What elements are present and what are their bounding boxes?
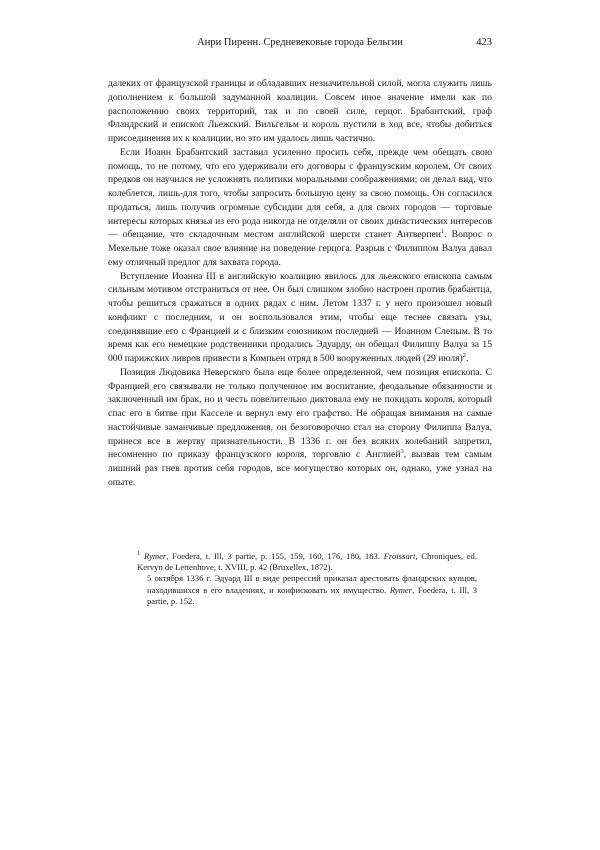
footnote-1-tail: , Chroniques, ed. Kervyn de Lettenhove, t. XVIII, p. 42 (Bruxellex, 1872). — [137, 551, 478, 573]
paragraph-2-tail: . Вопрос о Мехельне тоже оказал свое влияние на поведение герцога. Разрыв с Филиппом Валуа давал ему отличный предлог для захвата города. — [108, 229, 492, 268]
footnote-1 — [137, 551, 477, 573]
paragraph-3-text: Вступление Иоанна III в английскую коалицию явилось для льежского епископа самым сильным мотивом отстраниться от нее. Он был слишком злобно настроен против брабантца, чтобы решиться сражаться в одних рядах с ним. Летом 1337 г. у него произошел новый конфликт с последним, и он воспользовался этим, чтобы еще теснее связать узы, соединявшие его с Францией и с близким союзником последней — Иоанном Слепым. В то время как его немецкие родственники продались Эдуарду, он обещал Филиппу Валуа за 15 000 парижских ливров привести в Компьен отряд в 500 вооруженных людей (29 июля) — [108, 270, 492, 364]
paragraph-3-tail: . — [465, 353, 469, 364]
footnote-ref-1[interactable]: 1 — [440, 228, 445, 236]
paragraph-2 — [108, 146, 492, 270]
footnote-2 — [147, 573, 477, 607]
running-header — [108, 37, 492, 51]
paragraph-4 — [108, 366, 492, 490]
footnote-1-author2: Froissart — [383, 551, 416, 561]
footnote-2-author: Rymer — [389, 584, 413, 595]
paragraph-3 — [108, 270, 492, 366]
footnote-1-author: Rymer — [143, 551, 167, 561]
footnote-2-text: 5 октября 1336 г. Эдуард III в виде репрессий приказал арестовать фландрских купцов, находившихся в его владениях, и конфисковать их имущество. — [147, 573, 477, 595]
footnote-ref-2[interactable]: 2 — [462, 351, 466, 359]
main-text — [108, 77, 492, 490]
footnote-ref-3[interactable]: 3 — [400, 448, 404, 456]
footnote-2-tail: , Foedera, t. Ill, 3 partie, p. 152. — [147, 584, 478, 606]
page-number: 423 — [476, 37, 492, 48]
paragraph-4-tail: , вызвав тем самым лишний раз гнев против себя городов, все могущество которых он, однако, уже узнал на опыте. — [108, 449, 492, 488]
paragraph-4-text: Позиция Людовика Неверского была еще более определенной, чем позиция епископа. С Францией его связывали не только полученное им воспитание, феодальные обязанности и заключенный им брак, но и честь повелительно диктовала ему не покидать короля, который спас его в битве при Касселе и вернул ему его графство. Не обращая внимания на самые настойчивые заманчивые предложения, он безоговорочно стал на сторону Филиппа Валуа, принеся все в жертву признательности. В 1336 г. он без всяких колебаний запретил, несомненно по приказу французского короля, торговлю с Англией — [108, 366, 492, 461]
footnotes — [137, 551, 477, 607]
header-title: Анри Пиренн. Средневековые города Бельгии — [197, 37, 403, 48]
footnote-1-mid: , Foedera, t. Ill, 3 partie, p. 155, 159, 160, 176, 180, 183. — [166, 551, 380, 561]
paragraph-2-text: Если Иоанн Брабантский заставил усиленно просить себя, прежде чем обещать свою помощь, то не потому, что его удерживали его договоры с французским королем. От своих предков он научился не усложнять политики моральными соображениями; он делал вид, что колеблется, лишь-для того, чтобы запросить большую цену за свою помощь. Он согласился продаться, лишь получив огромные субсидии для себя, а для своих городов — торговые интересы которых князья из его рода никогда не отделяли от своих династических интересов — обещание, что складочным местом английской шерсти станет Антверпен — [108, 146, 492, 241]
paragraph-1: далеких от французской границы и обладавших незначительной силой, могла служить лишь дополнением к большой задуманной коалиции. Совсем иное значение имели как по расположению своих территорий, так и по своей силе, герцог. Брабантский, граф Фландрский и епископ Льежский. Вильгельм и король пустили в ход все, чтобы добиться присоединения их к коалиции, но это им удалось лишь частично. — [108, 78, 492, 144]
footnote-1-mark: 1 — [137, 550, 141, 558]
